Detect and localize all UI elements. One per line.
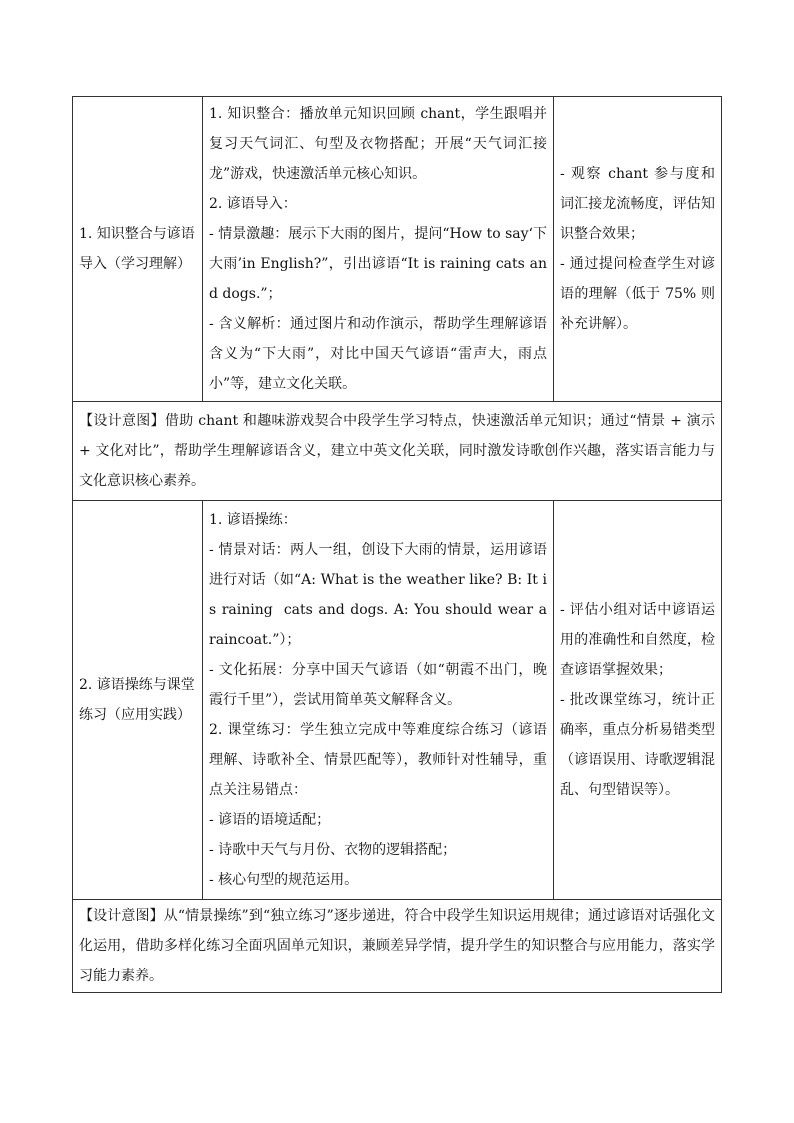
table-row-stage-1 — [73, 97, 722, 402]
assessment-cell — [554, 501, 722, 900]
activity-cell — [203, 501, 554, 900]
stage-cell — [73, 97, 203, 402]
design-intent-cell — [73, 402, 722, 501]
activity-cell — [203, 97, 554, 402]
table-row-stage-2 — [73, 501, 722, 900]
assessment-cell — [554, 97, 722, 402]
activity-line: 2. 谚语导入： — [209, 196, 297, 212]
design-intent-text: 【设计意图】借助 chant 和趣味游戏契合中段学生学习特点，快速激活单元知识；通过“情景 + 演示 + 文化对比”，帮助学生理解谚语含义，建立中英文化关联，同时激发诗歌创作兴趣，落实语言能力与文化意识核心素养。 — [79, 413, 720, 489]
assessment-line: - 评估小组对话中谚语运用的准确性和自然度，检查谚语掌握效果； — [560, 602, 715, 678]
assessment-line: - 通过提问检查学生对谚语的理解（低于 75% 则补充讲解）。 — [560, 256, 715, 332]
activity-line: 2. 课堂练习：学生独立完成中等难度综合练习（谚语理解、诗歌补全、情景匹配等），教师针对性辅导，重点关注易错点： — [209, 722, 547, 798]
assessment-line: - 批改课堂练习，统计正确率，重点分析易错类型（谚语误用、诗歌逻辑混乱、句型错误等）。 — [560, 692, 715, 798]
activity-line: - 核心句型的规范运用。 — [209, 872, 359, 888]
design-intent-text: 【设计意图】从“情景操练”到“独立练习”逐步递进，符合中段学生知识运用规律；通过谚语对话强化文化运用，借助多样化练习全面巩固单元知识，兼顾差异学情，提升学生的知识整合与应用能力，落实学习能力素养。 — [79, 908, 715, 984]
stage-cell — [73, 501, 203, 900]
activity-line: - 含义解析：通过图片和动作演示，帮助学生理解谚语含义为“下大雨”，对比中国天气谚语“雷声大，雨点小”等，建立文化关联。 — [209, 316, 547, 392]
stage-label: 2. 谚语操练与课堂练习（应用实践） — [79, 677, 195, 723]
activity-line: 1. 知识整合：播放单元知识回顾 chant，学生跟唱并复习天气词汇、句型及衣物搭配；开展“天气词汇接龙”游戏，快速激活单元核心知识。 — [209, 106, 547, 182]
table-row-intent-2 — [73, 900, 722, 993]
lesson-plan-table — [72, 96, 722, 993]
activity-line: 1. 谚语操练： — [209, 512, 297, 528]
activity-line: - 诗歌中天气与月份、衣物的逻辑搭配； — [209, 842, 457, 858]
activity-line: - 文化拓展：分享中国天气谚语（如“朝霞不出门，晚霞行千里”），尝试用简单英文解释含义。 — [209, 662, 547, 708]
activity-line: - 情景对话：两人一组，创设下大雨的情景，运用谚语进行对话（如“A: What is the weather like? B: It is raining cats and dogs. A: You should wear a raincoat.”）； — [209, 542, 552, 648]
design-intent-cell — [73, 900, 722, 993]
activity-line: - 谚语的语境适配； — [209, 812, 331, 828]
activity-line: - 情景激趣：展示下大雨的图片，提问“How to say‘下大雨’in English?”，引出谚语“It is raining cats and dogs.”； — [209, 226, 547, 302]
assessment-line: - 观察 chant 参与度和词汇接龙流畅度，评估知识整合效果； — [560, 166, 715, 242]
table-row-intent-1 — [73, 402, 722, 501]
stage-label: 1. 知识整合与谚语导入（学习理解） — [79, 226, 195, 272]
